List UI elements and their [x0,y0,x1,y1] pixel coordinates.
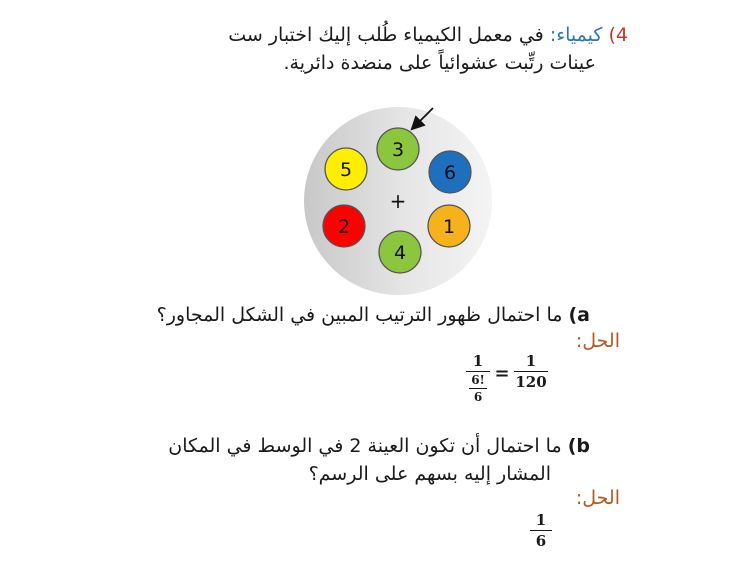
question-number: 4) [608,24,628,46]
part-b-text-line1: ما احتمال أن تكون العينة 2 في الوسط في المكان [168,435,562,457]
part-b-numerator: 1 [535,511,547,529]
sample-label-5: 5 [339,159,353,181]
part-b-solution-label: الحل: [575,487,620,509]
equals-sign: = [494,363,510,384]
part-b-question-line2: المشار إليه بسهم على الرسم؟ [308,463,551,485]
question-subject: كيمياء: [549,24,603,46]
sample-label-1: 1 [442,216,456,238]
part-b-answer-fraction [530,511,552,550]
part-a-letter: a) [568,304,590,326]
part-b-question-line1 [168,435,590,457]
question-line-2: عينات رتِّبت عشوائياً على منضدة دائرية. [283,52,596,74]
question-text-line1: في معمل الكيمياء طُلب إليك اختبار ست [228,24,544,46]
fraction-rhs-denominator: 120 [515,373,547,391]
fraction-rhs-numerator: 1 [525,352,537,370]
part-b-letter: b) [567,435,590,457]
part-a-solution-label: الحل: [575,330,620,352]
sample-label-3: 3 [391,139,405,161]
center-plus: + [389,189,407,213]
fraction-lhs-numerator: 1 [472,352,484,370]
sample-label-4: 4 [393,242,407,264]
sample-label-2: 2 [337,216,351,238]
part-a-text: ما احتمال ظهور الترتيب المبين في الشكل المجاور؟ [156,304,563,326]
part-b-denominator: 6 [535,532,547,550]
part-a-question [157,304,590,326]
fraction-lhs-inner-numerator: 6! [471,373,485,387]
fraction-lhs-inner-denominator: 6 [473,390,483,404]
fraction-lhs [466,352,490,404]
fraction-rhs [514,352,548,391]
sample-label-6: 6 [443,162,457,184]
